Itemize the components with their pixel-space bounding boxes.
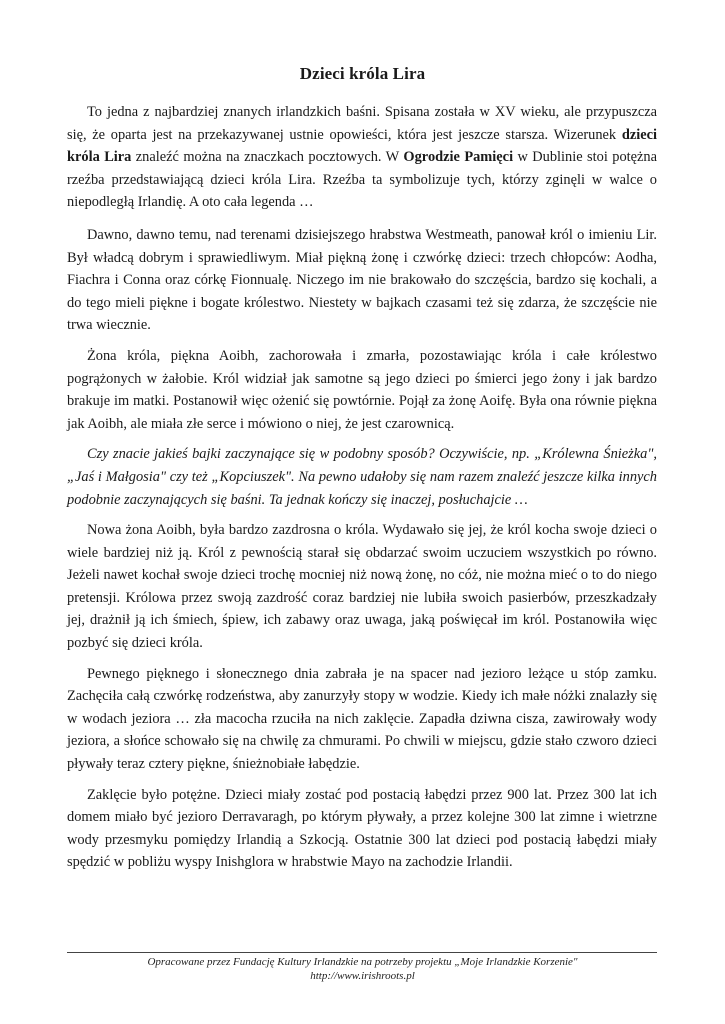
document-body [67, 101, 657, 874]
page-title: Dzieci króla Lira [299, 64, 426, 83]
intro-text-3: w Dublinie stoi potężna rzeźba przedstawiającą dzieci króla Lira. Rzeźba ta symbolizuje tych, którzy zginęli w walce o niepodległą Irlandię. A oto cała legenda … [67, 149, 657, 211]
story-paragraph-1: Dawno, dawno temu, nad terenami dzisiejszego hrabstwa Westmeath, panował król o imieniu Lir. Był władcą dobrym i sprawiedliwym. Miał piękną żonę i czwórkę dzieci: trzech chłopców: Aodha, Fiachra i Conna oraz córkę Fionnualę. Niczego im nie brakowało do szczęścia, bardzo się kochali, a do tego mieli piękne i bogate królestwo. Niestety w bajkach czasami też się zdarza, że szczęście nie trwa wiecznie. [67, 226, 657, 334]
intro-paragraph [67, 101, 657, 214]
intro-bold-1: dzieci króla Lira [67, 126, 657, 166]
aside-paragraph: Czy znacie jakieś bajki zaczynające się w podobny sposób? Oczywiście, np. „Królewna Śnieżka", „Jaś i Małgosia" czy też „Kopciuszek". Na pewno udałoby się nam razem znaleźć jeszcze kilka innych podobnie zaczynających się baśni. Ta jednak kończy się inaczej, posłuchajcie … [67, 446, 657, 508]
page-footer [0, 956, 725, 983]
footer-credit: Opracowane przez Fundację Kultury Irlandzkie na potrzeby projektu „Moje Irlandzkie Korzenie" [147, 956, 578, 968]
story-paragraph-3: Nowa żona Aoibh, była bardzo zazdrosna o króla. Wydawało się jej, że król kocha swoje dzieci o wiele bardziej niż ją. Król z pewnością starał się obdarzać swoim uczuciem wszystkich po równo. Jeżeli nawet kochał swoje dzieci trochę mocniej niż nową żonę, no cóż, nie można mieć o to do niego pretensji. Królowa przez swoją zazdrość coraz bardziej nie lubiła swoich pasierbów, przeszkadzały jej, drażnił ją ich śmiech, śpiew, ich zabawy oraz uwaga, jaką poświęcał im król. Postanowiła więc pozbyć się dzieci króla. [67, 522, 657, 652]
story-paragraph-2: Żona króla, piękna Aoibh, zachorowała i zmarła, pozostawiając króla i całe królestwo pogrążonych w żałobie. Król widział jak samotne są jego dzieci po śmierci jego żony i jak bardzo brakuje im matki. Postanowił więc ożenić się powtórnie. Pojął za żonę Aoifę. Była ona równie piękna jak Aoibh, ale miała złe serce i mówiono o niej, że jest czarownicą. [67, 347, 657, 432]
story-paragraph-5: Zaklęcie było potężne. Dzieci miały zostać pod postacią łabędzi przez 900 lat. Przez 300 lat ich domem miało być jezioro Derravaragh, po którym pływały, a przez kolejne 300 lat zimne i wietrzne wody przesmyku pomiędzy Irlandią a Szkocją. Ostatnie 300 lat dzieci pod postacią łabędzi miały spędzić w pobliżu wyspy Inishglora w hrabstwie Mayo na zachodzie Irlandii. [67, 786, 657, 871]
intro-bold-2: Ogrodzie Pamięci [403, 149, 514, 166]
intro-text-1: To jedna z najbardziej znanych irlandzkich baśni. Spisana została w XV wieku, ale przypuszcza się, że oparta jest na przekazywanej ustnie opowieści, która jest jeszcze starsza. Wizerunek [67, 104, 657, 143]
footer-link[interactable]: http://www.irishroots.pl [310, 969, 415, 982]
footer-divider [67, 952, 657, 953]
story-paragraph-4: Pewnego pięknego i słonecznego dnia zabrała je na spacer nad jezioro leżące u stóp zamku. Zachęciła całą czwórkę rodzeństwa, aby zanurzyły stopy w wodzie. Kiedy ich małe nóżki znalazły się w wodach jeziora … zła macocha rzuciła na nich zaklęcie. Zapadła dziwna cisza, zawirowały wody jeziora, a słońce schowało się na chwilę za chmurami. Po chwili w miejscu, gdzie stało czworo dzieci pływały teraz cztery piękne, śnieżnobiałe łabędzie. [67, 665, 657, 773]
intro-text-2: znaleźć można na znaczkach pocztowych. W [131, 149, 404, 166]
